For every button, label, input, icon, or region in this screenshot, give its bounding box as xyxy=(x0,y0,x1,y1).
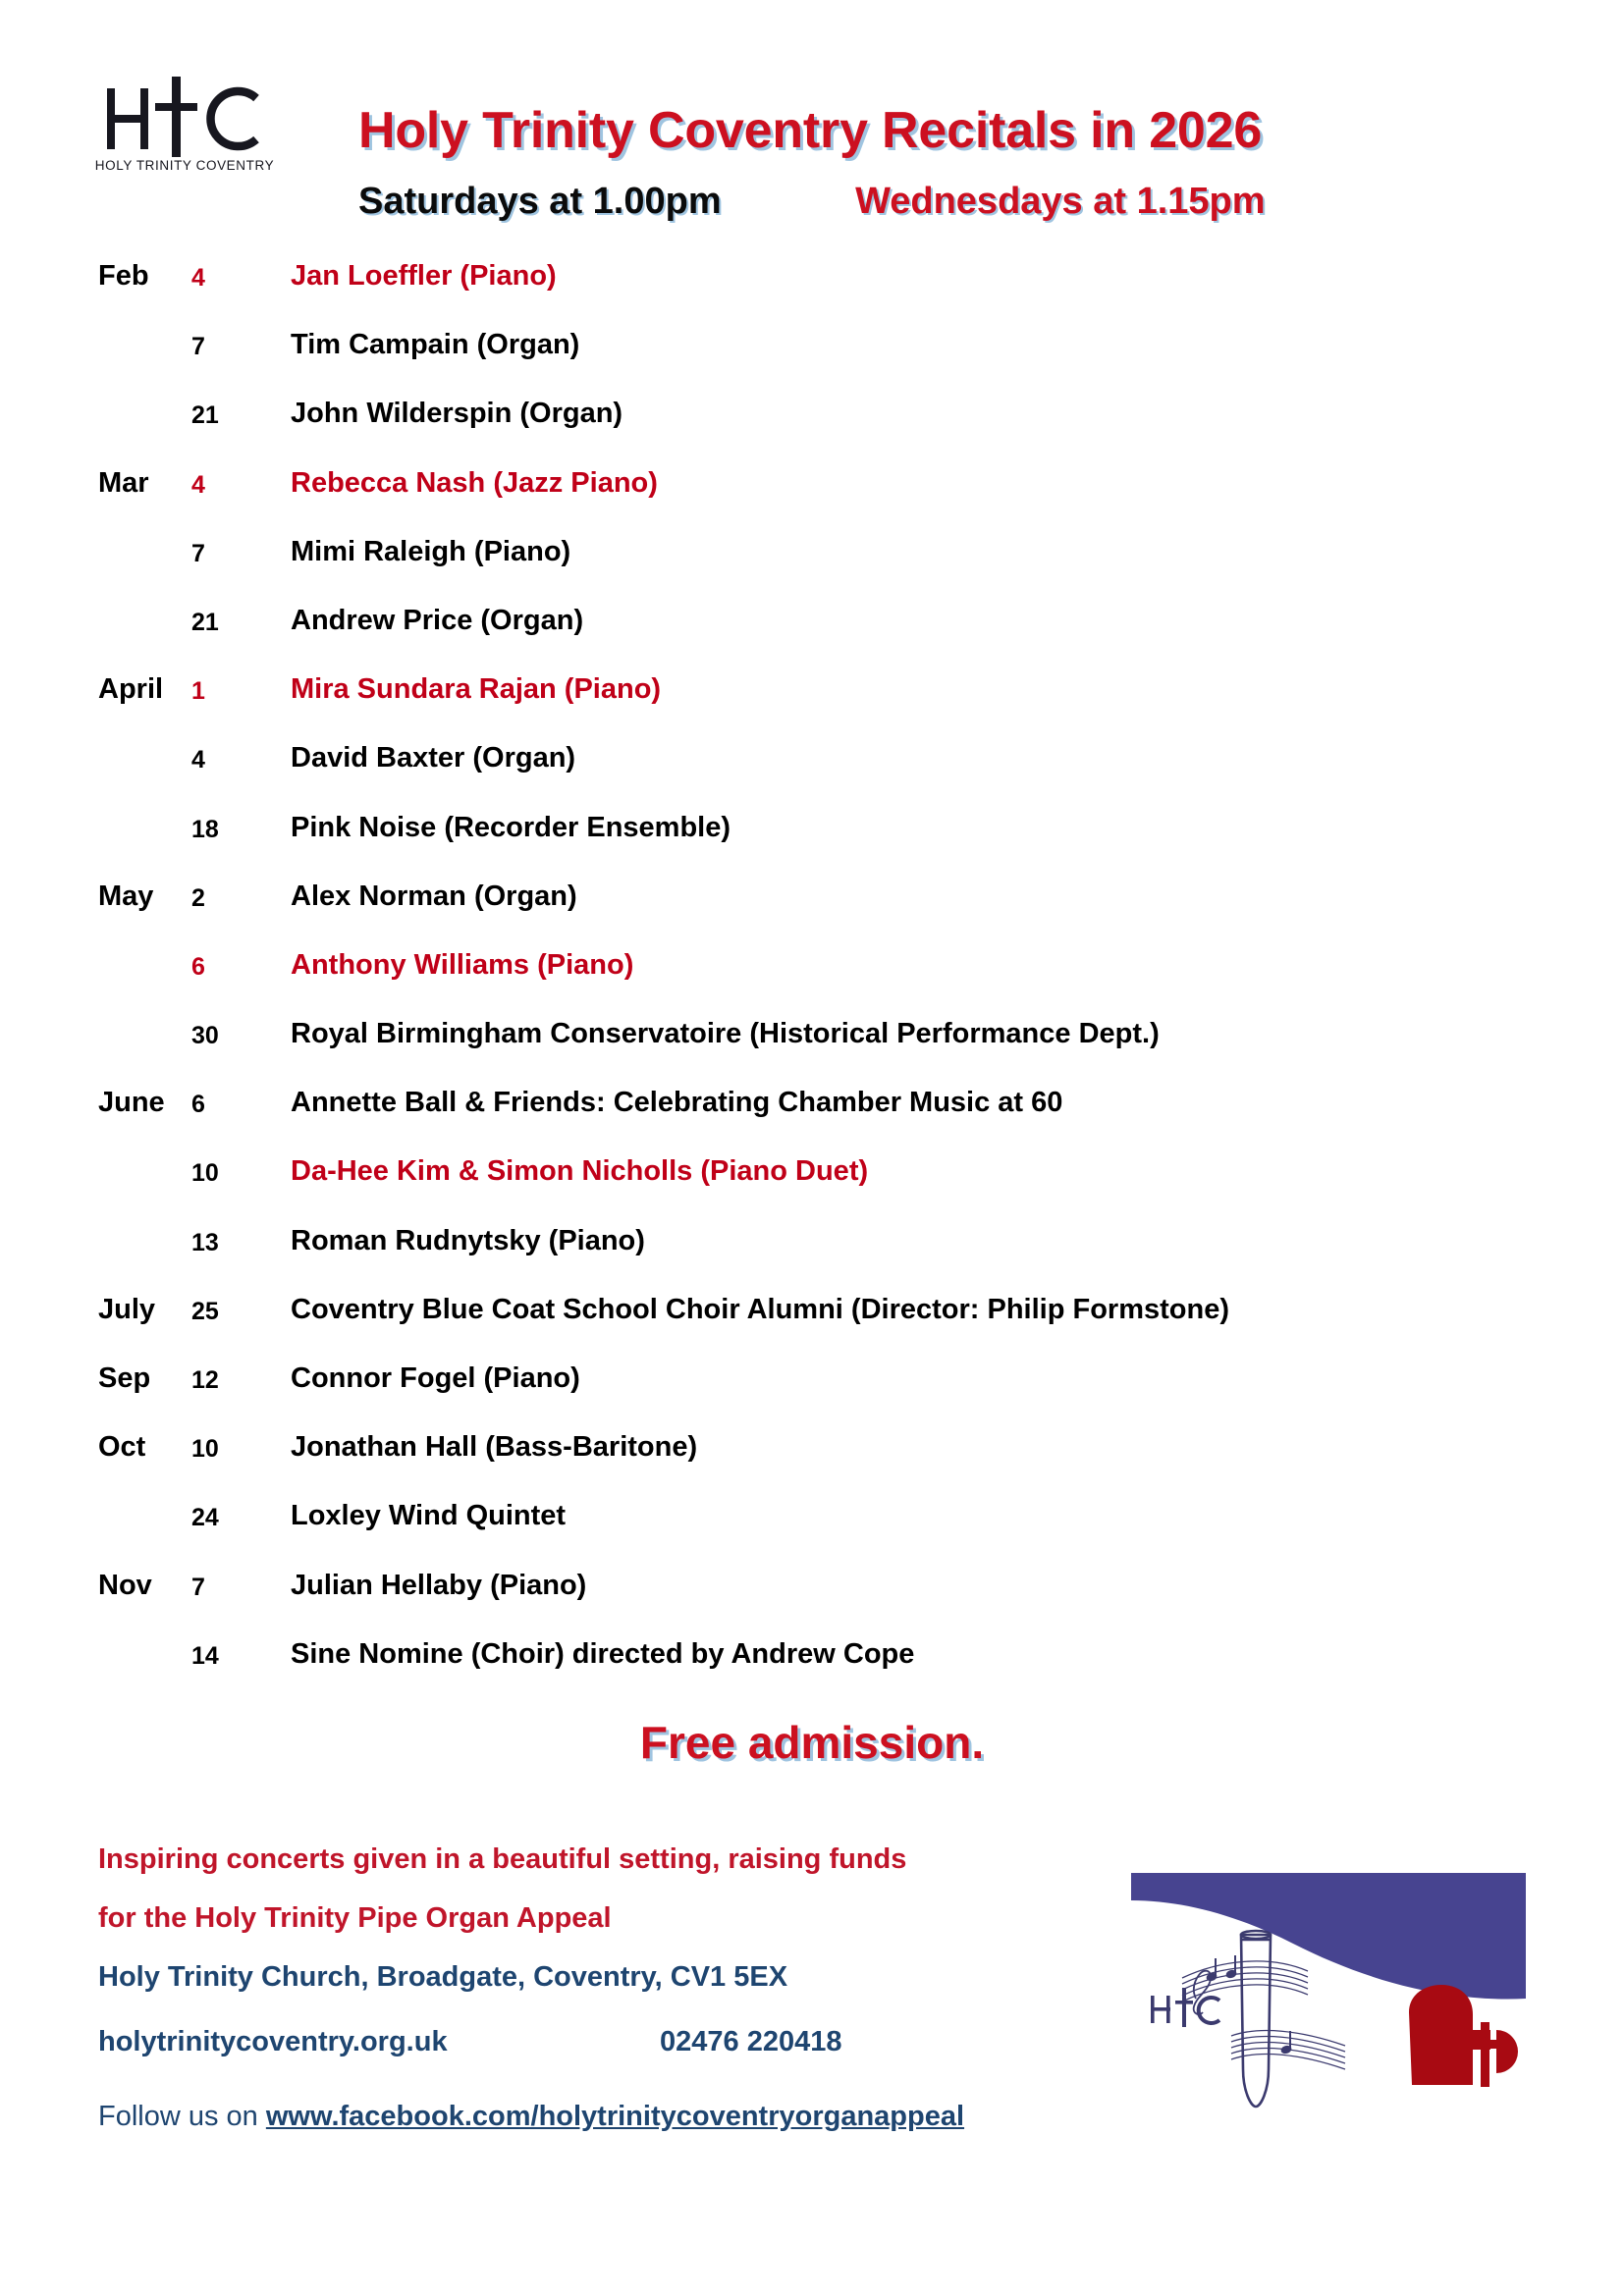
schedule-row xyxy=(0,878,1624,946)
footer-follow-line xyxy=(98,2101,964,2133)
schedule-performer: Mira Sundara Rajan (Piano) xyxy=(291,673,662,706)
schedule-performer: Julian Hellaby (Piano) xyxy=(291,1569,587,1601)
schedule-day: 1 xyxy=(191,677,205,706)
schedule-month: April xyxy=(98,673,164,706)
schedule-month: Feb xyxy=(98,260,149,292)
schedule-row xyxy=(0,1360,1624,1428)
schedule-day: 4 xyxy=(191,264,205,292)
schedule-row xyxy=(0,464,1624,533)
schedule-day: 7 xyxy=(191,1573,205,1601)
schedule-performer: Coventry Blue Coat School Choir Alumni (Director: Philip Formstone) xyxy=(291,1293,1229,1325)
schedule-month: June xyxy=(98,1087,165,1119)
schedule-performer: Tim Campain (Organ) xyxy=(291,329,580,361)
schedule-performer: Da-Hee Kim & Simon Nicholls (Piano Duet) xyxy=(291,1155,869,1188)
subtitle-row xyxy=(358,181,1438,223)
schedule-performer: John Wilderspin (Organ) xyxy=(291,398,623,430)
logo-caption: HOLY TRINITY COVENTRY xyxy=(94,158,275,173)
schedule-day: 12 xyxy=(191,1366,219,1394)
schedule-row xyxy=(0,1567,1624,1635)
schedule-row xyxy=(0,1222,1624,1291)
footer-phone[interactable]: 02476 220418 xyxy=(660,2026,842,2057)
schedule-row xyxy=(0,326,1624,395)
schedule-day: 18 xyxy=(191,815,219,843)
subtitle-wednesdays: Wednesdays at 1.15pm xyxy=(855,181,1266,222)
footer-website[interactable]: holytrinitycoventry.org.uk xyxy=(98,2026,448,2057)
schedule-row xyxy=(0,257,1624,326)
free-admission-heading: Free admission. xyxy=(639,1717,985,1768)
schedule-day: 6 xyxy=(191,1091,205,1119)
schedule-row xyxy=(0,946,1624,1015)
schedule-performer: Alex Norman (Organ) xyxy=(291,880,577,912)
schedule-row xyxy=(0,602,1624,670)
schedule-day: 25 xyxy=(191,1297,219,1325)
facebook-link[interactable]: www.facebook.com/holytrinitycoventryorganappeal xyxy=(265,2101,965,2132)
schedule-performer: Roman Rudnytsky (Piano) xyxy=(291,1224,645,1256)
footer-address: Holy Trinity Church, Broadgate, Coventry, CV1 5EX xyxy=(98,1961,788,1993)
poster-header xyxy=(0,0,1624,236)
organ-appeal-brand-artwork xyxy=(1121,1834,1526,2128)
schedule-day: 30 xyxy=(191,1022,219,1050)
schedule-row xyxy=(0,1291,1624,1360)
schedule-row xyxy=(0,1084,1624,1152)
schedule-performer: Connor Fogel (Piano) xyxy=(291,1362,580,1394)
schedule-performer: Anthony Williams (Piano) xyxy=(291,948,634,981)
schedule-month: Oct xyxy=(98,1431,146,1464)
schedule-row xyxy=(0,533,1624,602)
schedule-month: Mar xyxy=(98,466,149,499)
organ-pipe-icon xyxy=(1241,1931,1271,2107)
schedule-performer: David Baxter (Organ) xyxy=(291,742,576,774)
htc-cross-logo-icon xyxy=(101,77,268,157)
schedule-row xyxy=(0,739,1624,808)
schedule-performer: Pink Noise (Recorder Ensemble) xyxy=(291,811,731,843)
schedule-performer: Loxley Wind Quintet xyxy=(291,1500,567,1532)
schedule-day: 21 xyxy=(191,608,219,636)
schedule-row xyxy=(0,1152,1624,1221)
htc-logo-block xyxy=(86,77,283,173)
schedule-day: 10 xyxy=(191,1435,219,1464)
schedule-day: 4 xyxy=(191,746,205,774)
schedule-performer: Jonathan Hall (Bass-Baritone) xyxy=(291,1431,698,1464)
schedule-day: 2 xyxy=(191,883,205,912)
schedule-day: 13 xyxy=(191,1228,219,1256)
schedule-row xyxy=(0,1428,1624,1497)
schedule-month: July xyxy=(98,1293,156,1325)
music-notes-icon xyxy=(1206,1955,1293,2056)
schedule-day: 10 xyxy=(191,1159,219,1188)
recital-schedule-list xyxy=(0,257,1624,1704)
schedule-day: 21 xyxy=(191,401,219,430)
crimson-emblem-shape xyxy=(1409,1985,1518,2087)
footer-tagline-line-2: for the Holy Trinity Pipe Organ Appeal xyxy=(98,1902,612,1934)
schedule-day: 24 xyxy=(191,1504,219,1532)
schedule-performer: Mimi Raleigh (Piano) xyxy=(291,535,571,567)
schedule-row xyxy=(0,670,1624,739)
htc-small-mark-icon xyxy=(1151,1988,1219,2027)
schedule-row xyxy=(0,1635,1624,1704)
schedule-performer: Rebecca Nash (Jazz Piano) xyxy=(291,466,658,499)
schedule-day: 7 xyxy=(191,333,205,361)
schedule-performer: Jan Loeffler (Piano) xyxy=(291,260,557,292)
schedule-day: 4 xyxy=(191,470,205,499)
schedule-month: Nov xyxy=(98,1569,152,1601)
schedule-row xyxy=(0,395,1624,463)
schedule-performer: Royal Birmingham Conservatoire (Historical Performance Dept.) xyxy=(291,1018,1160,1050)
schedule-performer: Andrew Price (Organ) xyxy=(291,604,584,636)
schedule-day: 7 xyxy=(191,539,205,567)
schedule-month: May xyxy=(98,880,154,912)
schedule-day: 14 xyxy=(191,1641,219,1670)
schedule-row xyxy=(0,1015,1624,1084)
schedule-performer: Annette Ball & Friends: Celebrating Chamber Music at 60 xyxy=(291,1087,1063,1119)
schedule-day: 6 xyxy=(191,952,205,981)
follow-prefix-label: Follow us on xyxy=(98,2101,266,2132)
subtitle-saturdays: Saturdays at 1.00pm xyxy=(358,181,722,222)
schedule-row xyxy=(0,809,1624,878)
footer-tagline-line-1: Inspiring concerts given in a beautiful setting, raising funds xyxy=(98,1843,907,1875)
schedule-row xyxy=(0,1497,1624,1566)
schedule-performer: Sine Nomine (Choir) directed by Andrew Cope xyxy=(291,1637,915,1670)
schedule-month: Sep xyxy=(98,1362,151,1394)
page-title: Holy Trinity Coventry Recitals in 2026 xyxy=(358,102,1263,159)
